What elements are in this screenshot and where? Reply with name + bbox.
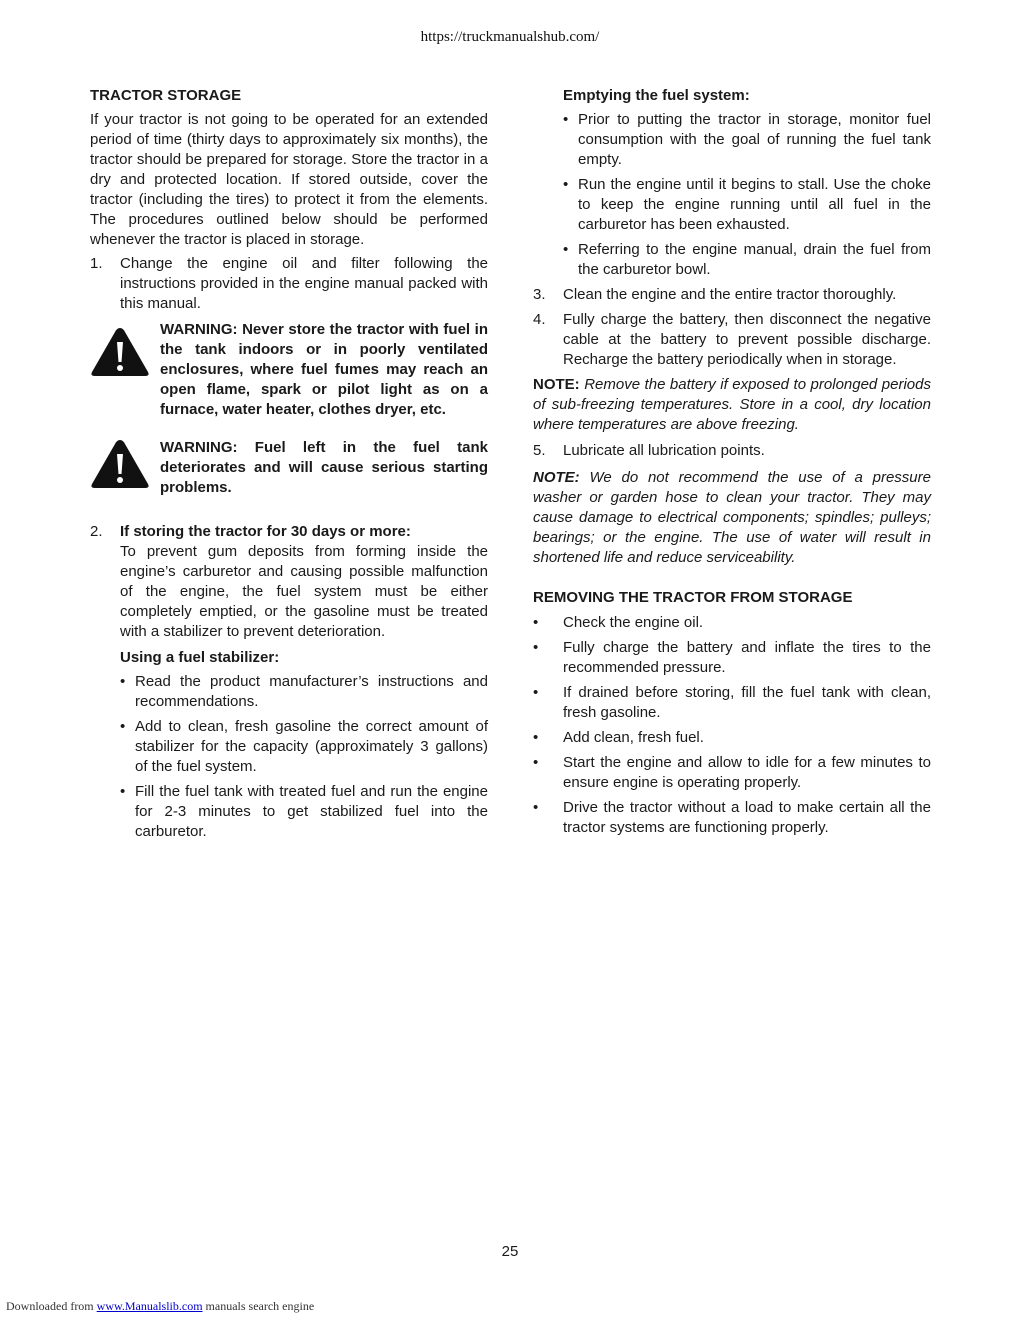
warning-text: WARNING: Never store the tractor with fuel in the tank indoors or in poorly ventilated enclosures, where fuel fumes may reach an open flame, spark or pilot light as on a furnace, water heater, clothes dryer, etc.	[160, 321, 488, 418]
list-item: • Run the engine until it begins to stall. Use the choke to keep the engine running until all fuel in the carburetor has been exhausted.	[563, 176, 931, 233]
footer-suffix: manuals search engine	[202, 1299, 315, 1313]
stabilizer-heading: Using a fuel stabilizer:	[120, 649, 280, 666]
warning-block-2	[90, 438, 488, 498]
step-text: Clean the engine and the entire tractor thoroughly.	[563, 286, 897, 303]
step-text: Lubricate all lubrication points.	[563, 442, 765, 459]
bullet-icon: •	[533, 754, 539, 771]
left-column	[90, 86, 488, 842]
bullet-icon: •	[533, 684, 539, 701]
note-label: NOTE:	[533, 469, 580, 486]
step-text: Fully charge the battery, then disconnect the negative cable at the battery to prevent possible discharge. Recharge the battery periodically when in storage.	[563, 311, 931, 368]
bullet-icon: •	[120, 718, 126, 735]
list-item: • Check the engine oil.	[533, 614, 704, 631]
warning-text: WARNING: Fuel left in the fuel tank deteriorates and will cause serious starting problems.	[160, 439, 488, 496]
list-item: • Drive the tractor without a load to make certain all the tractor systems are functioning properly.	[533, 799, 931, 836]
note-text: We do not recommend the use of a pressure washer or garden hose to clean your tractor. They may cause damage to electrical components; spindles; pulleys; bearings; or the engine. The use of water will result in shortened life and reduce serviceability.	[533, 469, 931, 566]
bullet-icon: •	[563, 176, 569, 193]
step-text: To prevent gum deposits from forming inside the engine’s carburetor and causing possible malfunction of the engine, the fuel system must be either completely emptied, or the gasoline must be treated with a stabilizer to prevent deterioration.	[120, 543, 488, 640]
step-3	[533, 285, 931, 305]
step-title: If storing the tractor for 30 days or more:	[120, 523, 411, 540]
list-item: • Fill the fuel tank with treated fuel and run the engine for 2-3 minutes to get stabilized fuel into the carburetor.	[120, 783, 488, 840]
step-5	[533, 441, 931, 461]
bullet-icon: •	[120, 673, 126, 690]
step-2	[90, 522, 488, 842]
intro-paragraph: If your tractor is not going to be operated for an extended period of time (thirty days to approximately six months), the tractor should be prepared for storage. Store the tractor in a dry and protected location. If stored outside, cover the tractor (including the tires) to protect it from the elements. The procedures outlined below should be performed whenever the tractor is placed in storage.	[90, 111, 488, 248]
list-item: • Start the engine and allow to idle for a few minutes to ensure engine is operating properly.	[533, 754, 931, 791]
note-text: Remove the battery if exposed to prolonged periods of sub-freezing temperatures. Store in a cool, dry location where temperatures are above freezing.	[533, 376, 931, 433]
manualslib-link[interactable]: www.Manualslib.com	[96, 1299, 203, 1313]
list-item: • Read the product manufacturer’s instructions and recommendations.	[120, 673, 488, 710]
step-number: 4.	[533, 311, 546, 328]
bullet-icon: •	[533, 614, 539, 631]
list-item: • Referring to the engine manual, drain the fuel from the carburetor bowl.	[563, 241, 931, 278]
step-number: 5.	[533, 442, 546, 459]
warning-triangle-icon	[90, 438, 160, 496]
bullet-icon: •	[533, 799, 539, 816]
note-washing	[533, 468, 931, 568]
bullet-icon: •	[563, 111, 569, 128]
footer-prefix: Downloaded from	[6, 1299, 97, 1313]
list-item: • Fully charge the battery and inflate the tires to the recommended pressure.	[533, 639, 931, 676]
bullet-icon: •	[120, 783, 126, 800]
note-label: NOTE:	[533, 376, 580, 393]
step-number: 1.	[90, 255, 103, 272]
step-number: 3.	[533, 286, 546, 303]
page-number: 25	[501, 1243, 519, 1260]
section-heading-removing: REMOVING THE TRACTOR FROM STORAGE	[533, 589, 853, 606]
bullet-icon: •	[533, 729, 539, 746]
note-battery	[533, 375, 931, 435]
warning-block-1	[90, 320, 488, 420]
step-text: Change the engine oil and filter following the instructions provided in the engine manual packed with this manual.	[120, 255, 488, 312]
step-number: 2.	[90, 523, 103, 540]
bullet-icon: •	[533, 639, 539, 656]
footer	[6, 1299, 314, 1314]
emptying-heading: Emptying the fuel system:	[563, 87, 750, 104]
list-item: • Prior to putting the tractor in storage, monitor fuel consumption with the goal of running the fuel tank empty.	[563, 111, 931, 168]
list-item: • Add to clean, fresh gasoline the correct amount of stabilizer for the capacity (approximately 3 gallons) of the fuel system.	[120, 718, 488, 775]
step-4	[533, 310, 931, 370]
bullet-icon: •	[563, 241, 569, 258]
step-1	[90, 254, 488, 314]
warning-triangle-icon	[90, 320, 160, 384]
header-url: https://truckmanualshub.com/	[420, 29, 600, 45]
list-item: • Add clean, fresh fuel.	[533, 729, 704, 746]
section-heading-tractor-storage: TRACTOR STORAGE	[90, 87, 242, 104]
right-column	[533, 86, 931, 838]
list-item: • If drained before storing, fill the fuel tank with clean, fresh gasoline.	[533, 684, 931, 721]
